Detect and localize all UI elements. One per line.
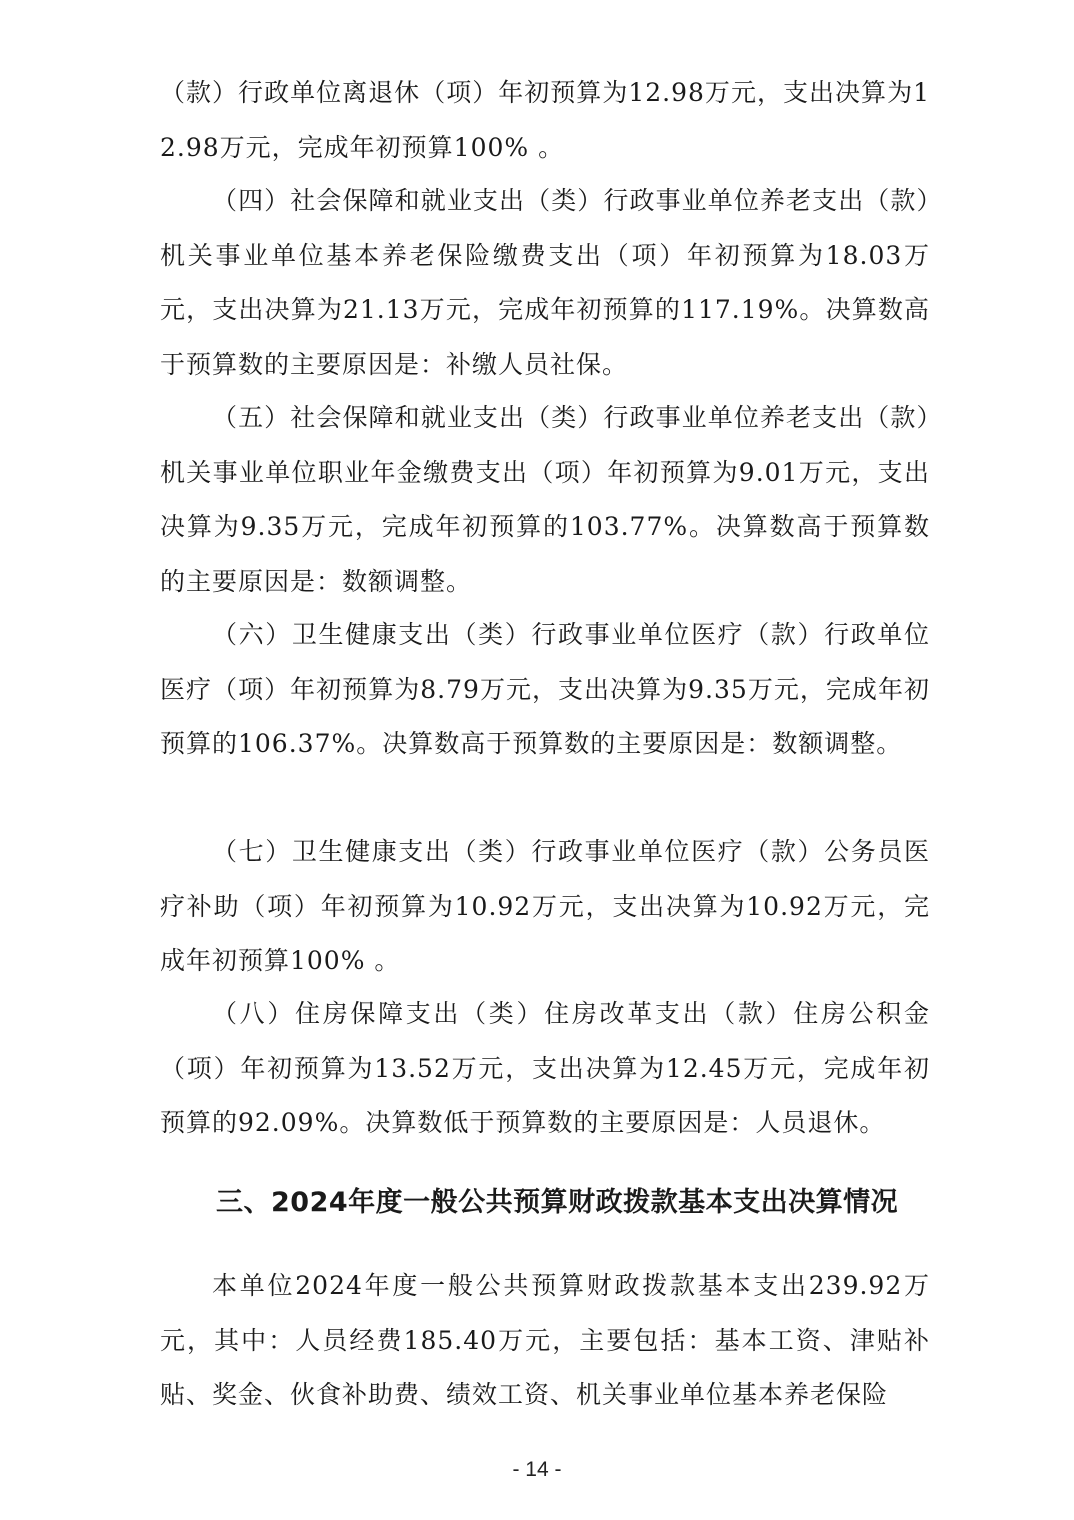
section-heading: 三、2024年度一般公共预算财政拨款基本支出决算情况: [216, 1187, 899, 1218]
paragraph-housing-fund: （八）住房保障支出（类）住房改革支出（款）住房公积金（项）年初预算为13.52万元，支出决算为12.45万元，完成年初预算的92.09%。决算数低于预算数的主要原因是：人员退休。: [160, 999, 930, 1137]
paragraph-pension-insurance: （四）社会保障和就业支出（类）行政事业单位养老支出（款）机关事业单位基本养老保险缴费支出（项）年初预算为18.03万元，支出决算为21.13万元，完成年初预算的117.19%。决算数高于预算数的主要原因是：补缴人员社保。: [160, 186, 930, 379]
paragraph-retirement-expense: （款）行政单位离退休（项）年初预算为12.98万元，支出决算为12.98万元，完成年初预算100% 。: [160, 78, 930, 162]
document-page: [160, 0, 930, 1520]
paragraph-basic-expenditure: 本单位2024年度一般公共预算财政拨款基本支出239.92万元，其中：人员经费185.40万元，主要包括：基本工资、津贴补贴、奖金、伙食补助费、绩效工资、机关事业单位基本养老保险: [160, 1271, 930, 1409]
paragraph-civil-servant-medical: （七）卫生健康支出（类）行政事业单位医疗（款）公务员医疗补助（项）年初预算为10.92万元，支出决算为10.92万元，完成年初预算100% 。: [160, 837, 930, 975]
paragraph-occupational-annuity: （五）社会保障和就业支出（类）行政事业单位养老支出（款）机关事业单位职业年金缴费支出（项）年初预算为9.01万元，支出决算为9.35万元，完成年初预算的103.77%。决算数高于预算数的主要原因是：数额调整。: [160, 403, 930, 596]
paragraph-administrative-medical: （六）卫生健康支出（类）行政事业单位医疗（款）行政单位医疗（项）年初预算为8.79万元，支出决算为9.35万元，完成年初预算的106.37%。决算数高于预算数的主要原因是：数额调整。: [160, 620, 930, 758]
page-number: - 14 -: [512, 1458, 562, 1481]
